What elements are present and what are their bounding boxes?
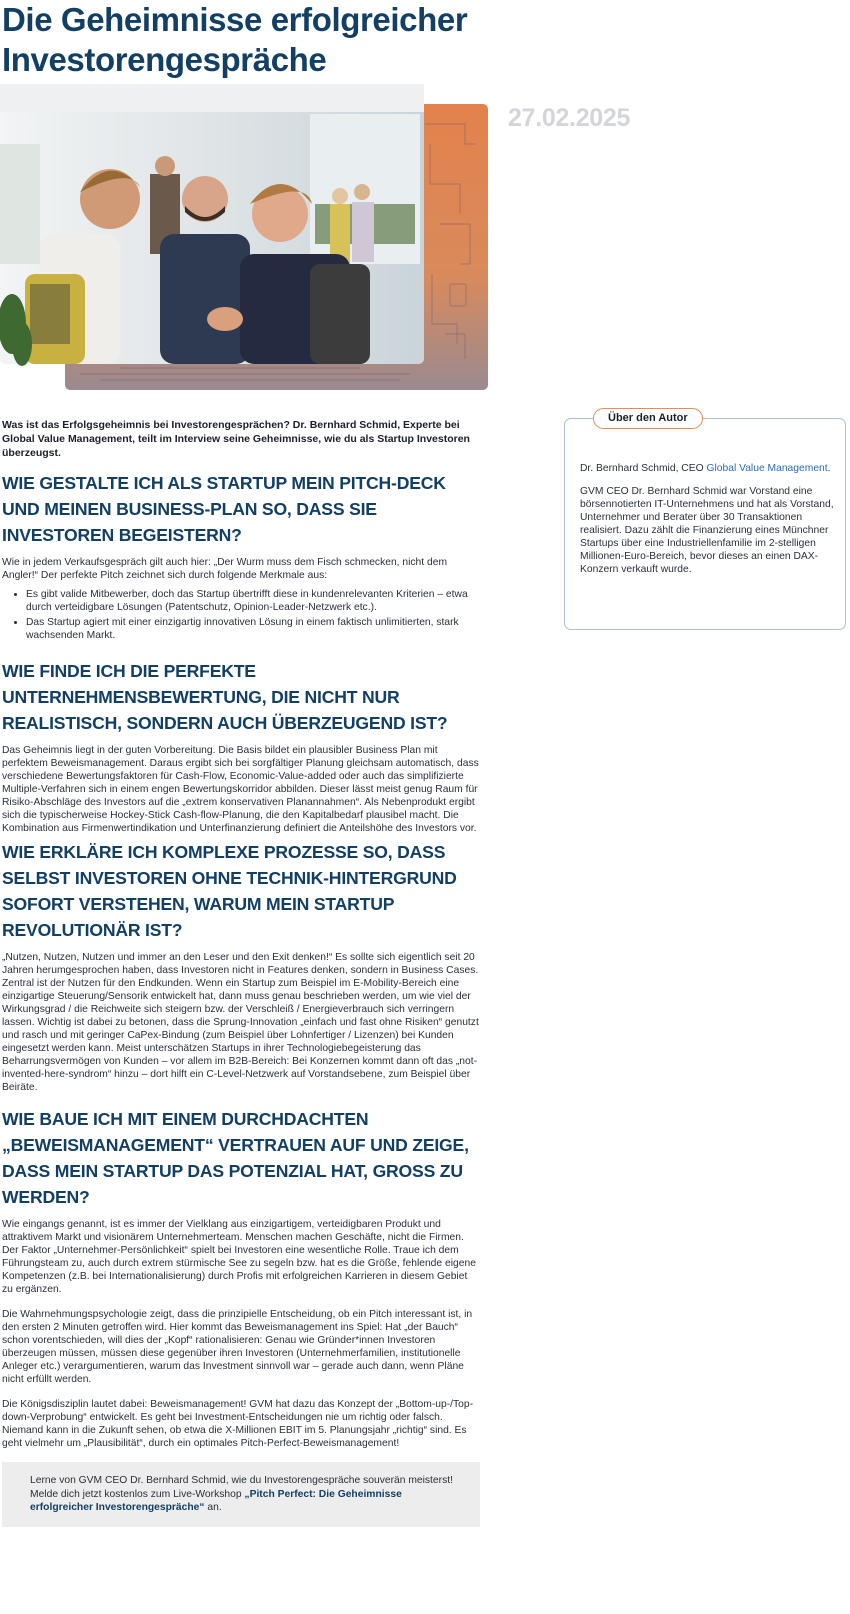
section-heading: WIE BAUE ICH MIT EINEM DURCHDACHTEN „BEWEISMANAGEMENT“ VERTRAUEN AUF UND ZEIGE, DASS MEIN STARTUP DAS POTENZIAL HAT, GROSS ZU WERDEN?: [2, 1109, 469, 1207]
section-paragraph: Das Geheimnis liegt in der guten Vorbereitung. Die Basis bildet ein plausibler Business Plan mit perfektem Beweismanagement. Daraus ergibt sich bei sorgfältiger Planung gleichsam automatisch, dass verschiedene Bewertungsfaktoren für Cash-Flow, Economic-Value-added oder auch das simplifizierte Multiple-Verfahren sich in einem engen Bewertungskorridor abbilden. Dieser lässt meist genug Raum für Risiko-Abschläge des Investors auf die „extrem konservativen Planannahmen“. Als Nebenprodukt ergibt sich die typischerweise Hockey-Stick Cash-flow-Planung, die den Kapitalbedarf plausibel macht. Die Kombination aus Firmenwertindikation und Unterfinanzierung definiert die Anteilshöhe des Investors vor.: [2, 745, 479, 834]
workshop-link[interactable]: „Pitch Perfect: Die Geheimnisse erfolgreicher Investorengespräche“: [30, 1488, 402, 1513]
section-paragraph: Die Königsdisziplin lautet dabei: Beweismanagement! GVM hat dazu das Konzept der „Bottom-up-/Top-down-Verprobung“ entwickelt. Es geht bei Investment-Entscheidungen nie um richtig oder falsch. Niemand kann in die Zukunft sehen, ob etwa die X-Millionen EBIT im 5. Planungsjahr „richtig“ sind. Es geht vielmehr um „Plausibilität“, durch ein optimales Pitch-Perfect-Beweismanagement!: [2, 1399, 474, 1449]
author-bio: GVM CEO Dr. Bernhard Schmid war Vorstand eine börsennotierten IT-Unternehmens und hat als Vorstand, Unternehmer und Berater über 30 Transaktionen realisiert. Dazu zählt die Finanzierung eines Münchner Startups über eine Industriellenfamilie im 2-stelligen Millionen-Euro-Bereich, bevor dieses an einen DAX-Konzern verkauft wurde.: [580, 486, 834, 575]
callout-text: Lerne von GVM CEO Dr. Bernhard Schmid, wie du Investorengespräche souverän meisterst! Melde dich jetzt kostenlos zum Live-Workshop: [30, 1475, 453, 1500]
section-heading: WIE ERKLÄRE ICH KOMPLEXE PROZESSE SO, DASS SELBST INVESTOREN OHNE TECHNIK-HINTERGRUND SOFORT VERSTEHEN, WARUM MEIN STARTUP REVOLUTIONÄR IST?: [2, 842, 457, 940]
section-paragraph: Wie eingangs genannt, ist es immer der Vielklang aus einzigartigem, verteidigbaren Produkt und attraktivem Markt und visionärem Unternehmerteam. Menschen machen Geschäfte, nicht die Firmen. Der Faktor „Unternehmer-Persönlichkeit“ spielt bei Investoren eine wesentliche Rolle. Traue ich dem Führungsteam zu, auch durch extrem stürmische See zu segeln bzw. hat es die Größe, fehlende eigene Kompetenzen (z.B. bei Internationalisierung) durch Profis mit erfolgreichen Karrieren in diesem Gebiet zu ergänzen.: [2, 1219, 476, 1295]
section-heading: WIE GESTALTE ICH ALS STARTUP MEIN PITCH-DECK UND MEINEN BUSINESS-PLAN SO, DASS SIE INVESTOREN BEGEISTERN?: [2, 473, 446, 545]
section-paragraph: Die Wahrnehmungspsychologie zeigt, dass die prinzipielle Entscheidung, ob ein Pitch interessant ist, in den ersten 2 Minuten getroffen wird. Hier kommt das Beweismanagement ins Spiel: Hat „der Bauch“ schon vorentschieden, will dies der „Kopf“ rationalisieren: Genau wie Gründer*innen Investoren überzeugen müssen, müssen diese gegenüber ihren Investoren (Unternehmerfamilien, institutionelle Anleger etc.) verargumentieren, warum das Investment sinnvoll war – gerade auch dann, wenn Pläne nicht erfüllt werden.: [2, 1309, 473, 1385]
section-paragraph: „Nutzen, Nutzen, Nutzen und immer an den Leser und den Exit denken!“ Es sollte sich eigentlich seit 20 Jahren herumgesprochen haben, dass Investoren nicht in Features denken, sondern in Business Cases. Zentral ist der Nutzen für den Endkunden. Wenn ein Startup zum Beispiel im E-Mobility-Bereich eine einzigartige Steuerung/Sensorik entwickelt hat, dann muss genau beschrieben werden, um wie viel der Wirkungsgrad / die Reichweite sich steigern bzw. der Verschleiß / Energieverbrauch sich verringern lassen. Wichtig ist dabei zu betonen, dass die Sprung-Innovation „einfach und fast ohne Risiken“ genutzt und rasch und mit geringer CaPex-Bindung (zum Beispiel über Lohnfertiger / Lizenzen) bei Kunden eingesetzt werden kann. Meist unterschätzen Startups in ihrer Technologiebegeisterung das Beharrungsvermögen von Kunden – vor allem im B2B-Bereich: Bei Konzernen kommt dann oft das „not-invented-here-syndrom“ hinzu – dort hilft ein C-Level-Netzwerk auf Vorstandsebene, zum Beispiel über Beiräte.: [2, 952, 479, 1093]
author-content: [580, 462, 835, 586]
article-body: [2, 418, 480, 1527]
workshop-callout: [2, 1462, 480, 1527]
hero-image: [0, 84, 488, 390]
author-name-prefix: Dr. Bernhard Schmid, CEO: [580, 463, 707, 474]
article-lead: Was ist das Erfolgsgeheimnis bei Investorengesprächen? Dr. Bernhard Schmid, Experte bei Global Value Management, teilt im Interview seine Geheimnisse, wie du als Startup Investoren überzeugst.: [2, 419, 470, 459]
list-item: • Das Startup agiert mit einer einzigartig innovativen Lösung in einem faktisch unlimitierten, stark wachsenden Markt.: [26, 616, 480, 642]
event-photo: [0, 84, 424, 366]
callout-suffix: an.: [204, 1502, 222, 1513]
page-title: Die Geheimnisse erfolgreicher Investorengespräche: [2, 1, 468, 78]
company-link[interactable]: Global Value Management: [706, 463, 828, 474]
publish-date: 27.02.2025: [508, 104, 631, 132]
author-tag: Über den Autor: [593, 408, 703, 429]
feature-list: [2, 588, 480, 642]
author-box: [564, 412, 846, 630]
section-paragraph: Wie in jedem Verkaufsgespräch gilt auch hier: „Der Wurm muss dem Fisch schmecken, nicht dem Angler!“ Der perfekte Pitch zeichnet sich durch folgende Merkmale aus:: [2, 557, 448, 581]
author-name: [580, 462, 835, 475]
section-heading: WIE FINDE ICH DIE PERFEKTE UNTERNEHMENSBEWERTUNG, DIE NICHT NUR REALISTISCH, SONDERN AUCH ÜBERZEUGEND IST?: [2, 661, 448, 733]
list-item: • Es gibt valide Mitbewerber, doch das Startup übertrifft diese in kundenrelevanten Kriterien – etwa durch verteidigbare Lösungen (Patentschutz, Opinion-Leader-Netzwerk etc.).: [26, 588, 480, 614]
author-name-suffix: .: [827, 463, 831, 474]
